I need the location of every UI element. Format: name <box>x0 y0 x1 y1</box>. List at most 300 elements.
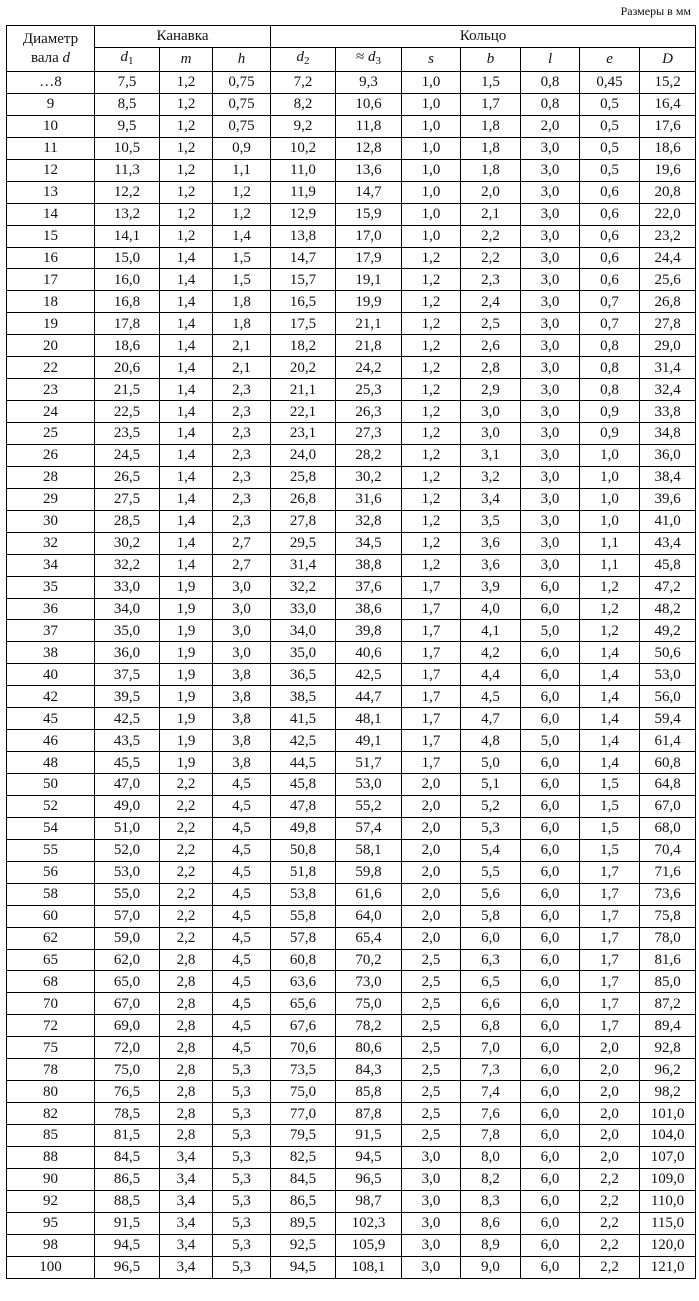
table-cell: 1,2 <box>402 269 461 291</box>
table-cell: 3,0 <box>521 313 580 335</box>
table-cell: 6,6 <box>461 993 521 1015</box>
table-cell: 1,7 <box>580 971 640 993</box>
table-cell: 1,2 <box>160 181 213 203</box>
column-header-variable: D <box>662 51 673 67</box>
table-cell: 2,5 <box>402 949 461 971</box>
table-cell: 3,0 <box>521 466 580 488</box>
shaft-diameter-cell: 24 <box>7 401 95 423</box>
table-cell: 3,0 <box>521 225 580 247</box>
table-row <box>7 861 696 883</box>
shaft-diameter-cell: 14 <box>7 203 95 225</box>
table-cell: 3,8 <box>213 708 271 730</box>
table-cell: 1,2 <box>402 313 461 335</box>
table-cell: 6,0 <box>521 598 580 620</box>
shaft-diameter-label-line1: Диаметр <box>22 30 79 47</box>
table-cell: 3,0 <box>521 401 580 423</box>
table-cell: 67,0 <box>95 993 160 1015</box>
table-row <box>7 532 696 554</box>
table-cell: 115,0 <box>640 1212 696 1234</box>
table-cell: 6,0 <box>521 1081 580 1103</box>
table-row <box>7 1256 696 1278</box>
shaft-diameter-cell: 65 <box>7 949 95 971</box>
table-cell: 1,0 <box>402 225 461 247</box>
table-cell: 15,2 <box>640 72 696 94</box>
shaft-diameter-cell: 46 <box>7 730 95 752</box>
table-cell: 21,1 <box>336 313 402 335</box>
table-cell: 6,0 <box>461 927 521 949</box>
table-cell: 18,2 <box>271 335 336 357</box>
table-cell: 1,8 <box>213 313 271 335</box>
table-cell: 12,9 <box>271 203 336 225</box>
table-cell: 86,5 <box>95 1168 160 1190</box>
table-cell: 1,4 <box>160 401 213 423</box>
table-cell: 33,0 <box>95 576 160 598</box>
table-cell: 55,0 <box>95 883 160 905</box>
shaft-diameter-cell: 88 <box>7 1146 95 1168</box>
table-cell: 6,0 <box>521 1190 580 1212</box>
table-cell: 1,4 <box>160 379 213 401</box>
table-cell: 0,6 <box>580 181 640 203</box>
table-cell: 1,2 <box>160 93 213 115</box>
shaft-diameter-cell: 92 <box>7 1190 95 1212</box>
table-cell: 24,2 <box>336 357 402 379</box>
table-cell: 30,2 <box>95 532 160 554</box>
table-cell: 92,5 <box>271 1234 336 1256</box>
table-cell: 1,2 <box>402 532 461 554</box>
table-cell: 16,5 <box>271 291 336 313</box>
table-row <box>7 730 696 752</box>
table-cell: 6,0 <box>521 971 580 993</box>
table-cell: 38,8 <box>336 554 402 576</box>
table-cell: 4,5 <box>213 949 271 971</box>
shaft-diameter-cell: 23 <box>7 379 95 401</box>
column-header-variable: d <box>368 49 376 65</box>
table-cell: 1,9 <box>160 708 213 730</box>
table-cell: 20,2 <box>271 357 336 379</box>
table-cell: 53,8 <box>271 883 336 905</box>
table-cell: 1,2 <box>402 466 461 488</box>
table-cell: 6,3 <box>461 949 521 971</box>
table-cell: 1,4 <box>580 642 640 664</box>
shaft-diameter-cell: 52 <box>7 795 95 817</box>
table-cell: 91,5 <box>336 1125 402 1147</box>
table-row <box>7 137 696 159</box>
table-cell: 38,6 <box>336 598 402 620</box>
table-cell: 2,0 <box>521 115 580 137</box>
table-row <box>7 993 696 1015</box>
shaft-diameter-cell: 30 <box>7 510 95 532</box>
table-cell: 19,1 <box>336 269 402 291</box>
shaft-diameter-cell: 72 <box>7 1015 95 1037</box>
table-cell: 78,0 <box>640 927 696 949</box>
table-row <box>7 423 696 445</box>
table-cell: 2,0 <box>461 181 521 203</box>
table-cell: 3,6 <box>461 554 521 576</box>
table-cell: 92,8 <box>640 1037 696 1059</box>
table-cell: 15,7 <box>271 269 336 291</box>
table-cell: 0,6 <box>580 247 640 269</box>
table-cell: 37,5 <box>95 664 160 686</box>
table-cell: 1,0 <box>580 444 640 466</box>
shaft-diameter-cell: 40 <box>7 664 95 686</box>
shaft-diameter-cell: 25 <box>7 423 95 445</box>
table-cell: 5,6 <box>461 883 521 905</box>
table-cell: 91,5 <box>95 1212 160 1234</box>
table-cell: 14,7 <box>336 181 402 203</box>
table-cell: 2,8 <box>160 993 213 1015</box>
table-cell: 45,5 <box>95 752 160 774</box>
table-cell: 1,7 <box>580 905 640 927</box>
table-cell: 64,8 <box>640 774 696 796</box>
table-cell: 85,0 <box>640 971 696 993</box>
table-cell: 45,8 <box>271 774 336 796</box>
table-cell: 2,2 <box>580 1256 640 1278</box>
table-row <box>7 488 696 510</box>
table-cell: 22,1 <box>271 401 336 423</box>
table-cell: 1,7 <box>402 620 461 642</box>
shaft-diameter-cell: 22 <box>7 357 95 379</box>
shaft-diameter-cell: 38 <box>7 642 95 664</box>
table-cell: 17,9 <box>336 247 402 269</box>
table-row <box>7 883 696 905</box>
table-cell: 1,8 <box>461 137 521 159</box>
table-cell: 4,5 <box>213 971 271 993</box>
shaft-diameter-cell: 35 <box>7 576 95 598</box>
table-cell: 68,0 <box>640 817 696 839</box>
table-cell: 59,8 <box>336 861 402 883</box>
table-cell: 1,2 <box>402 357 461 379</box>
table-cell: 1,9 <box>160 576 213 598</box>
table-cell: 1,0 <box>402 181 461 203</box>
table-cell: 3,4 <box>160 1190 213 1212</box>
shaft-diameter-cell: 62 <box>7 927 95 949</box>
table-cell: 32,2 <box>271 576 336 598</box>
table-cell: 2,2 <box>160 861 213 883</box>
table-cell: 6,0 <box>521 1037 580 1059</box>
table-cell: 5,2 <box>461 795 521 817</box>
table-cell: 3,4 <box>160 1256 213 1278</box>
table-cell: 3,8 <box>213 752 271 774</box>
table-row <box>7 510 696 532</box>
table-cell: 2,5 <box>402 1125 461 1147</box>
table-cell: 3,0 <box>461 423 521 445</box>
table-cell: 7,2 <box>271 72 336 94</box>
table-cell: 13,6 <box>336 159 402 181</box>
table-cell: 6,0 <box>521 708 580 730</box>
table-cell: 1,2 <box>160 225 213 247</box>
table-cell: 47,0 <box>95 774 160 796</box>
table-cell: 0,6 <box>580 225 640 247</box>
table-cell: 1,9 <box>160 620 213 642</box>
table-cell: 9,2 <box>271 115 336 137</box>
table-row <box>7 159 696 181</box>
column-header <box>521 48 580 72</box>
table-row <box>7 1234 696 1256</box>
table-cell: 6,8 <box>461 1015 521 1037</box>
table-cell: 0,9 <box>213 137 271 159</box>
column-header-subscript: 2 <box>304 55 310 67</box>
table-cell: 65,0 <box>95 971 160 993</box>
table-cell: 1,7 <box>580 1015 640 1037</box>
table-cell: 2,8 <box>160 1103 213 1125</box>
table-cell: 1,7 <box>580 883 640 905</box>
table-cell: 1,2 <box>402 379 461 401</box>
table-cell: 0,7 <box>580 313 640 335</box>
table-cell: 96,2 <box>640 1059 696 1081</box>
column-header <box>640 48 696 72</box>
table-cell: 4,7 <box>461 708 521 730</box>
table-cell: 15,9 <box>336 203 402 225</box>
table-cell: 10,2 <box>271 137 336 159</box>
table-cell: 1,5 <box>213 269 271 291</box>
column-header-variable: d <box>120 49 128 65</box>
table-cell: 1,2 <box>402 488 461 510</box>
table-cell: 4,0 <box>461 598 521 620</box>
table-cell: 2,5 <box>402 1037 461 1059</box>
table-row <box>7 466 696 488</box>
table-cell: 29,5 <box>271 532 336 554</box>
column-header <box>580 48 640 72</box>
table-row <box>7 203 696 225</box>
table-cell: 1,8 <box>461 159 521 181</box>
table-row <box>7 664 696 686</box>
table-cell: 2,2 <box>580 1234 640 1256</box>
table-cell: 1,7 <box>402 708 461 730</box>
table-cell: 51,0 <box>95 817 160 839</box>
table-cell: 1,2 <box>580 576 640 598</box>
table-cell: 96,5 <box>95 1256 160 1278</box>
table-cell: 65,6 <box>271 993 336 1015</box>
table-cell: 3,9 <box>461 576 521 598</box>
table-cell: 36,0 <box>95 642 160 664</box>
table-cell: 11,9 <box>271 181 336 203</box>
table-cell: 80,6 <box>336 1037 402 1059</box>
shaft-diameter-cell: 13 <box>7 181 95 203</box>
table-cell: 3,0 <box>213 598 271 620</box>
table-cell: 44,7 <box>336 686 402 708</box>
table-cell: 6,0 <box>521 839 580 861</box>
table-cell: 45,8 <box>640 554 696 576</box>
table-cell: 1,8 <box>213 291 271 313</box>
table-cell: 4,5 <box>213 905 271 927</box>
table-cell: 50,6 <box>640 642 696 664</box>
table-cell: 23,5 <box>95 423 160 445</box>
table-cell: 11,8 <box>336 115 402 137</box>
table-cell: 2,3 <box>213 466 271 488</box>
table-cell: 42,5 <box>95 708 160 730</box>
table-cell: 107,0 <box>640 1146 696 1168</box>
table-row <box>7 795 696 817</box>
shaft-diameter-cell: …8 <box>7 72 95 94</box>
table-row <box>7 313 696 335</box>
table-cell: 96,5 <box>336 1168 402 1190</box>
table-row <box>7 708 696 730</box>
table-cell: 7,4 <box>461 1081 521 1103</box>
table-cell: 1,9 <box>160 752 213 774</box>
table-cell: 9,0 <box>461 1256 521 1278</box>
table-cell: 79,5 <box>271 1125 336 1147</box>
table-row <box>7 642 696 664</box>
table-cell: 26,8 <box>271 488 336 510</box>
table-cell: 4,1 <box>461 620 521 642</box>
table-cell: 3,4 <box>160 1234 213 1256</box>
table-cell: 8,0 <box>461 1146 521 1168</box>
table-cell: 1,7 <box>580 949 640 971</box>
table-cell: 2,2 <box>160 774 213 796</box>
table-cell: 43,4 <box>640 532 696 554</box>
table-cell: 1,2 <box>213 203 271 225</box>
table-cell: 4,5 <box>213 795 271 817</box>
table-cell: 2,3 <box>213 401 271 423</box>
shaft-diameter-cell: 55 <box>7 839 95 861</box>
table-cell: 6,0 <box>521 1146 580 1168</box>
table-cell: 4,5 <box>213 927 271 949</box>
table-cell: 5,1 <box>461 774 521 796</box>
table-cell: 84,5 <box>95 1146 160 1168</box>
table-cell: 77,0 <box>271 1103 336 1125</box>
table-cell: 2,0 <box>402 861 461 883</box>
table-cell: 1,2 <box>160 115 213 137</box>
table-row <box>7 401 696 423</box>
table-cell: 8,3 <box>461 1190 521 1212</box>
table-cell: 2,2 <box>461 247 521 269</box>
table-cell: 1,7 <box>402 752 461 774</box>
table-cell: 69,0 <box>95 1015 160 1037</box>
table-cell: 22,0 <box>640 203 696 225</box>
table-cell: 2,0 <box>402 927 461 949</box>
table-cell: 2,3 <box>213 444 271 466</box>
table-cell: 34,8 <box>640 423 696 445</box>
table-cell: 0,9 <box>580 401 640 423</box>
table-header <box>7 26 696 72</box>
table-cell: 82,5 <box>271 1146 336 1168</box>
table-cell: 16,0 <box>95 269 160 291</box>
table-cell: 1,7 <box>580 993 640 1015</box>
table-cell: 1,2 <box>402 335 461 357</box>
column-header-variable: l <box>547 51 553 67</box>
table-cell: 2,8 <box>160 1081 213 1103</box>
table-cell: 26,8 <box>640 291 696 313</box>
table-cell: 2,9 <box>461 379 521 401</box>
table-cell: 2,8 <box>160 971 213 993</box>
table-cell: 1,1 <box>213 159 271 181</box>
table-cell: 51,7 <box>336 752 402 774</box>
table-cell: 36,5 <box>271 664 336 686</box>
table-cell: 1,7 <box>580 927 640 949</box>
table-cell: 70,2 <box>336 949 402 971</box>
table-cell: 1,2 <box>580 598 640 620</box>
table-cell: 34,5 <box>336 532 402 554</box>
table-row <box>7 752 696 774</box>
table-cell: 67,6 <box>271 1015 336 1037</box>
table-cell: 7,8 <box>461 1125 521 1147</box>
table-cell: 4,5 <box>213 1015 271 1037</box>
table-cell: 1,2 <box>402 247 461 269</box>
table-cell: 8,9 <box>461 1234 521 1256</box>
table-cell: 2,0 <box>580 1103 640 1125</box>
table-cell: 2,3 <box>213 423 271 445</box>
table-cell: 1,2 <box>402 554 461 576</box>
shaft-diameter-cell: 29 <box>7 488 95 510</box>
table-cell: 5,3 <box>213 1103 271 1125</box>
table-row <box>7 817 696 839</box>
table-cell: 4,5 <box>461 686 521 708</box>
table-cell: 1,0 <box>580 466 640 488</box>
table-cell: 0,7 <box>580 291 640 313</box>
table-cell: 35,0 <box>95 620 160 642</box>
table-cell: 14,1 <box>95 225 160 247</box>
table-cell: 59,0 <box>95 927 160 949</box>
table-cell: 3,0 <box>402 1190 461 1212</box>
shaft-diameter-cell: 50 <box>7 774 95 796</box>
column-header-subscript: 3 <box>375 55 382 67</box>
table-cell: 1,9 <box>160 686 213 708</box>
table-cell: 3,0 <box>521 291 580 313</box>
table-cell: 110,0 <box>640 1190 696 1212</box>
table-cell: 9,5 <box>95 115 160 137</box>
table-cell: 3,0 <box>402 1168 461 1190</box>
column-header-variable: e <box>606 51 613 67</box>
table-cell: 5,3 <box>461 817 521 839</box>
table-cell: 1,2 <box>160 159 213 181</box>
table-cell: 2,5 <box>461 313 521 335</box>
table-cell: 1,4 <box>160 247 213 269</box>
table-cell: 16,8 <box>95 291 160 313</box>
table-cell: 104,0 <box>640 1125 696 1147</box>
table-cell: 2,2 <box>160 883 213 905</box>
table-cell: 78,5 <box>95 1103 160 1125</box>
table-cell: 1,0 <box>580 510 640 532</box>
table-row <box>7 444 696 466</box>
table-cell: 12,2 <box>95 181 160 203</box>
table-cell: 27,8 <box>640 313 696 335</box>
table-cell: 5,5 <box>461 861 521 883</box>
table-cell: 2,1 <box>213 357 271 379</box>
table-row <box>7 905 696 927</box>
table-cell: 15,0 <box>95 247 160 269</box>
table-cell: 1,4 <box>160 510 213 532</box>
column-header <box>336 48 402 72</box>
table-cell: 21,8 <box>336 335 402 357</box>
table-cell: 88,5 <box>95 1190 160 1212</box>
table-cell: 28,2 <box>336 444 402 466</box>
shaft-diameter-cell: 70 <box>7 993 95 1015</box>
table-cell: 1,5 <box>580 795 640 817</box>
table-cell: 2,5 <box>402 993 461 1015</box>
table-cell: 10,6 <box>336 93 402 115</box>
table-cell: 11,3 <box>95 159 160 181</box>
shaft-diameter-cell: 36 <box>7 598 95 620</box>
table-cell: 60,8 <box>640 752 696 774</box>
table-cell: 2,5 <box>402 1059 461 1081</box>
table-cell: 34,0 <box>271 620 336 642</box>
table-cell: 2,0 <box>580 1146 640 1168</box>
table-row <box>7 598 696 620</box>
shaft-diameter-cell: 42 <box>7 686 95 708</box>
table-cell: 72,0 <box>95 1037 160 1059</box>
table-cell: 6,0 <box>521 905 580 927</box>
table-cell: 1,9 <box>160 642 213 664</box>
table-cell: 3,4 <box>160 1212 213 1234</box>
table-cell: 0,8 <box>580 379 640 401</box>
table-cell: 56,0 <box>640 686 696 708</box>
table-cell: 38,5 <box>271 686 336 708</box>
table-cell: 13,8 <box>271 225 336 247</box>
table-cell: 1,8 <box>461 115 521 137</box>
table-cell: 39,8 <box>336 620 402 642</box>
shaft-diameter-cell: 56 <box>7 861 95 883</box>
table-cell: 10,5 <box>95 137 160 159</box>
